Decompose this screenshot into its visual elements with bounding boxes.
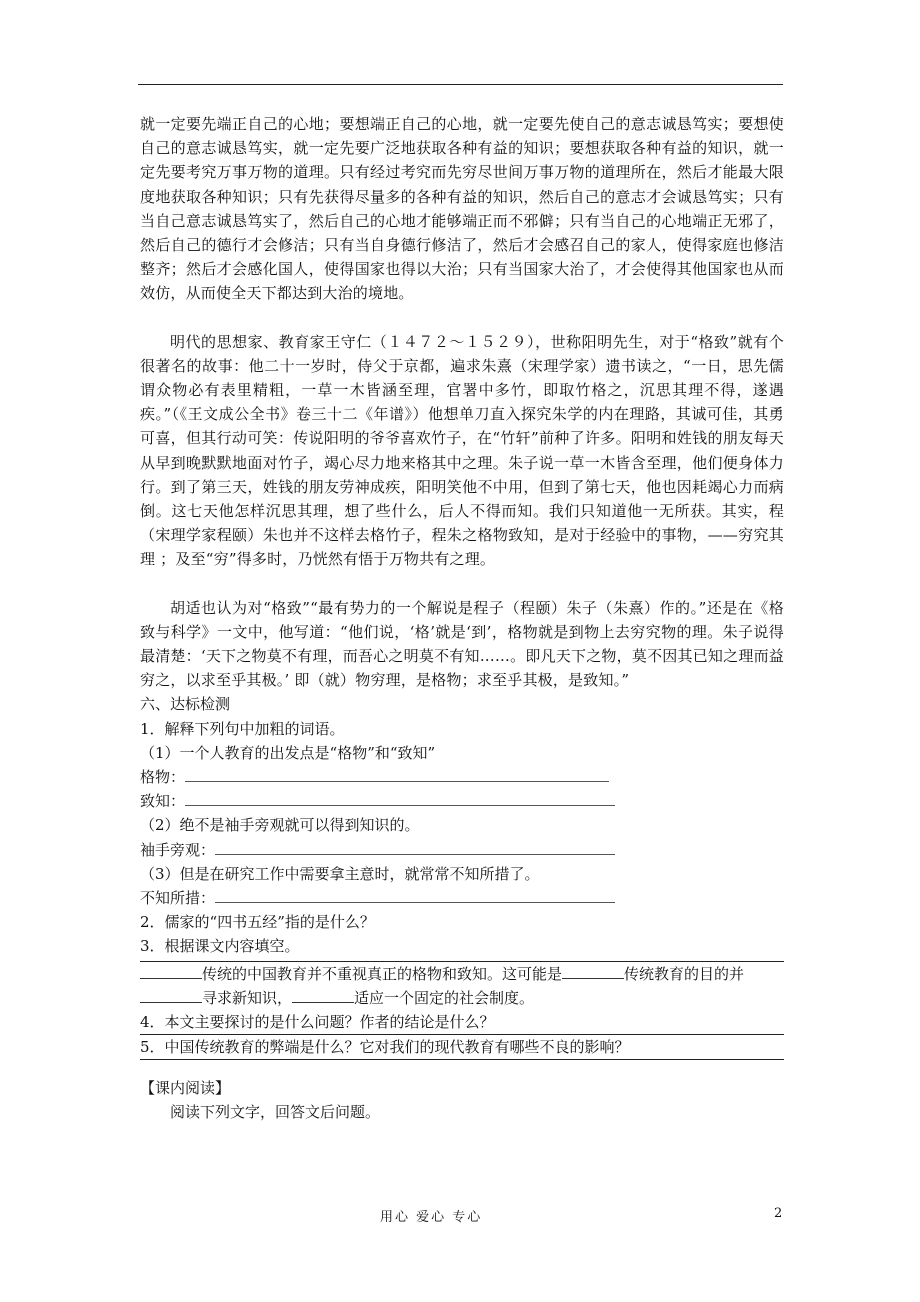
answer-label-gewu: 格物： bbox=[140, 768, 186, 787]
header-rule bbox=[138, 84, 783, 85]
answer-blank-zhizhi[interactable] bbox=[185, 789, 615, 806]
fill-blank-4[interactable] bbox=[292, 988, 354, 1003]
footer-slogan: 用心 爱心 专心 bbox=[380, 1210, 483, 1225]
reading-instruction: 阅读下列文字，回答文后问题。 bbox=[170, 1103, 381, 1122]
answer-label-zhizhi: 致知： bbox=[140, 792, 186, 811]
fill-text-2b: 适应一个固定的社会制度。 bbox=[354, 988, 535, 1007]
question-1: 1．解释下列句中加粗的词语。 bbox=[140, 719, 345, 738]
fill-text-2a: 寻求新知识， bbox=[202, 988, 293, 1007]
question-4: 4．本文主要探讨的是什么问题？作者的结论是什么？ bbox=[140, 1010, 784, 1035]
section-title: 六、达标检测 bbox=[140, 695, 231, 714]
reading-title: 【课内阅读】 bbox=[140, 1079, 231, 1098]
answer-label-xiushou: 袖手旁观： bbox=[140, 840, 216, 859]
answer-blank-buzhi[interactable] bbox=[215, 886, 615, 903]
question-1-3: （3）但是在研究工作中需要拿主意时，就常常不知所措了。 bbox=[140, 864, 540, 883]
question-1-1: （1）一个人教育的出发点是“格物”和“致知” bbox=[140, 743, 436, 762]
fill-blank-1[interactable] bbox=[140, 964, 202, 979]
answer-line-gewu bbox=[140, 765, 784, 789]
fill-text-1b: 传统教育的目的并 bbox=[624, 964, 745, 983]
answer-line-xiushou bbox=[140, 838, 784, 862]
page-number: 2 bbox=[774, 1206, 783, 1221]
answer-blank-xiushou[interactable] bbox=[215, 838, 615, 855]
page-body bbox=[140, 112, 784, 1125]
question-1-2: （2）绝不是袖手旁观就可以得到知识的。 bbox=[140, 816, 420, 835]
answer-line-zhizhi bbox=[140, 789, 784, 813]
paragraph-hu-shi: 胡适也认为对“格致”“最有势力的一个解说是程子（程颐）朱子（朱熹）作的。”还是在《格致与科学》一文中，他写道：“他们说，‘格’就是‘到’，格物就是到物上去穷究物的理。朱子说得最清楚：‘天下之物莫不有理，而吾心之明莫不有知……。即凡天下之物，莫不因其已知之理而益穷之，以求至乎其极。’ 即（就）物穷理，是格物；求至乎其极，是致知。” bbox=[140, 598, 784, 690]
answer-label-buzhi: 不知所措： bbox=[140, 888, 216, 907]
fill-text-1a: 传统的中国教育并不重视真正的格物和致知。这可能是 bbox=[202, 964, 563, 983]
fill-line-2 bbox=[140, 986, 784, 1010]
paragraph-wang-shouren: 明代的思想家、教育家王守仁（１４７２～１５２９），世称阳明先生，对于“格致”就有个很著名的故事：他二十一岁时，侍父于京都，遍求朱熹（宋理学家）遗书读之，“一日，思先儒谓众物必有表里精粗，一草一木皆涵至理，官署中多竹，即取竹格之，沉思其理不得，遂遇疾。”（《王文成公全书》卷三十二《年谱》）他想单刀直入探究朱学的内在理路，其诚可佳，其勇可喜，但其行动可笑：传说阳明的爷爷喜欢竹子，在“竹轩”前种了许多。阳明和姓钱的朋友每天从早到晚默默地面对竹子，竭心尽力地来格其中之理。朱子说一草一木皆含至理，他们便身体力行。到了第三天，姓钱的朋友劳神成疾，阳明笑他不中用，但到了第七天，他也因耗竭心力而病倒。这七天他怎样沉思其理，想了些什么，后人不得而知。我们只知道他一无所获。其实，程（宋理学家程颐）朱也并不这样去格竹子，程朱之格物致知，是对于经验中的事物，——穷究其理 ；及至“穷”得多时，乃恍然有悟于万物共有之理。 bbox=[140, 332, 784, 569]
fill-blank-3[interactable] bbox=[140, 988, 202, 1003]
question-2: 2．儒家的“四书五经”指的是什么？ bbox=[140, 913, 375, 932]
paragraph-daxue-translation: 就一定要先端正自己的心地；要想端正自己的心地，就一定要先使自己的意志诚恳笃实；要想使自己的意志诚恳笃实，就一定先要广泛地获取各种有益的知识；要想获取各种有益的知识，就一定先要考究万事万物的道理。只有经过考究而先穷尽世间万事万物的道理所在，然后才能最大限度地获取各种知识；只有先获得尽量多的各种有益的知识，然后自己的意志才会诚恳笃实；只有当自己意志诚恳笃实了，然后自己的心地才能够端正而不邪僻；只有当自己的心地端正无邪了，然后自己的德行才会修洁；只有当自身德行修洁了，然后才会感召自己的家人，使得家庭也修洁整齐；然后才会感化国人，使得国家也得以大治；只有当国家大治了，才会使得其他国家也从而效仿，从而使全天下都达到大治的境地。 bbox=[140, 115, 784, 303]
question-3: 3．根据课文内容填空。 bbox=[140, 937, 300, 956]
fill-in-box bbox=[140, 961, 784, 1061]
answer-line-buzhi bbox=[140, 886, 784, 910]
fill-blank-2[interactable] bbox=[562, 964, 624, 979]
fill-line-1 bbox=[140, 962, 784, 986]
answer-blank-gewu[interactable] bbox=[185, 765, 609, 782]
question-5: 5．中国传统教育的弊端是什么？它对我们的现代教育有哪些不良的影响？ bbox=[140, 1038, 630, 1057]
